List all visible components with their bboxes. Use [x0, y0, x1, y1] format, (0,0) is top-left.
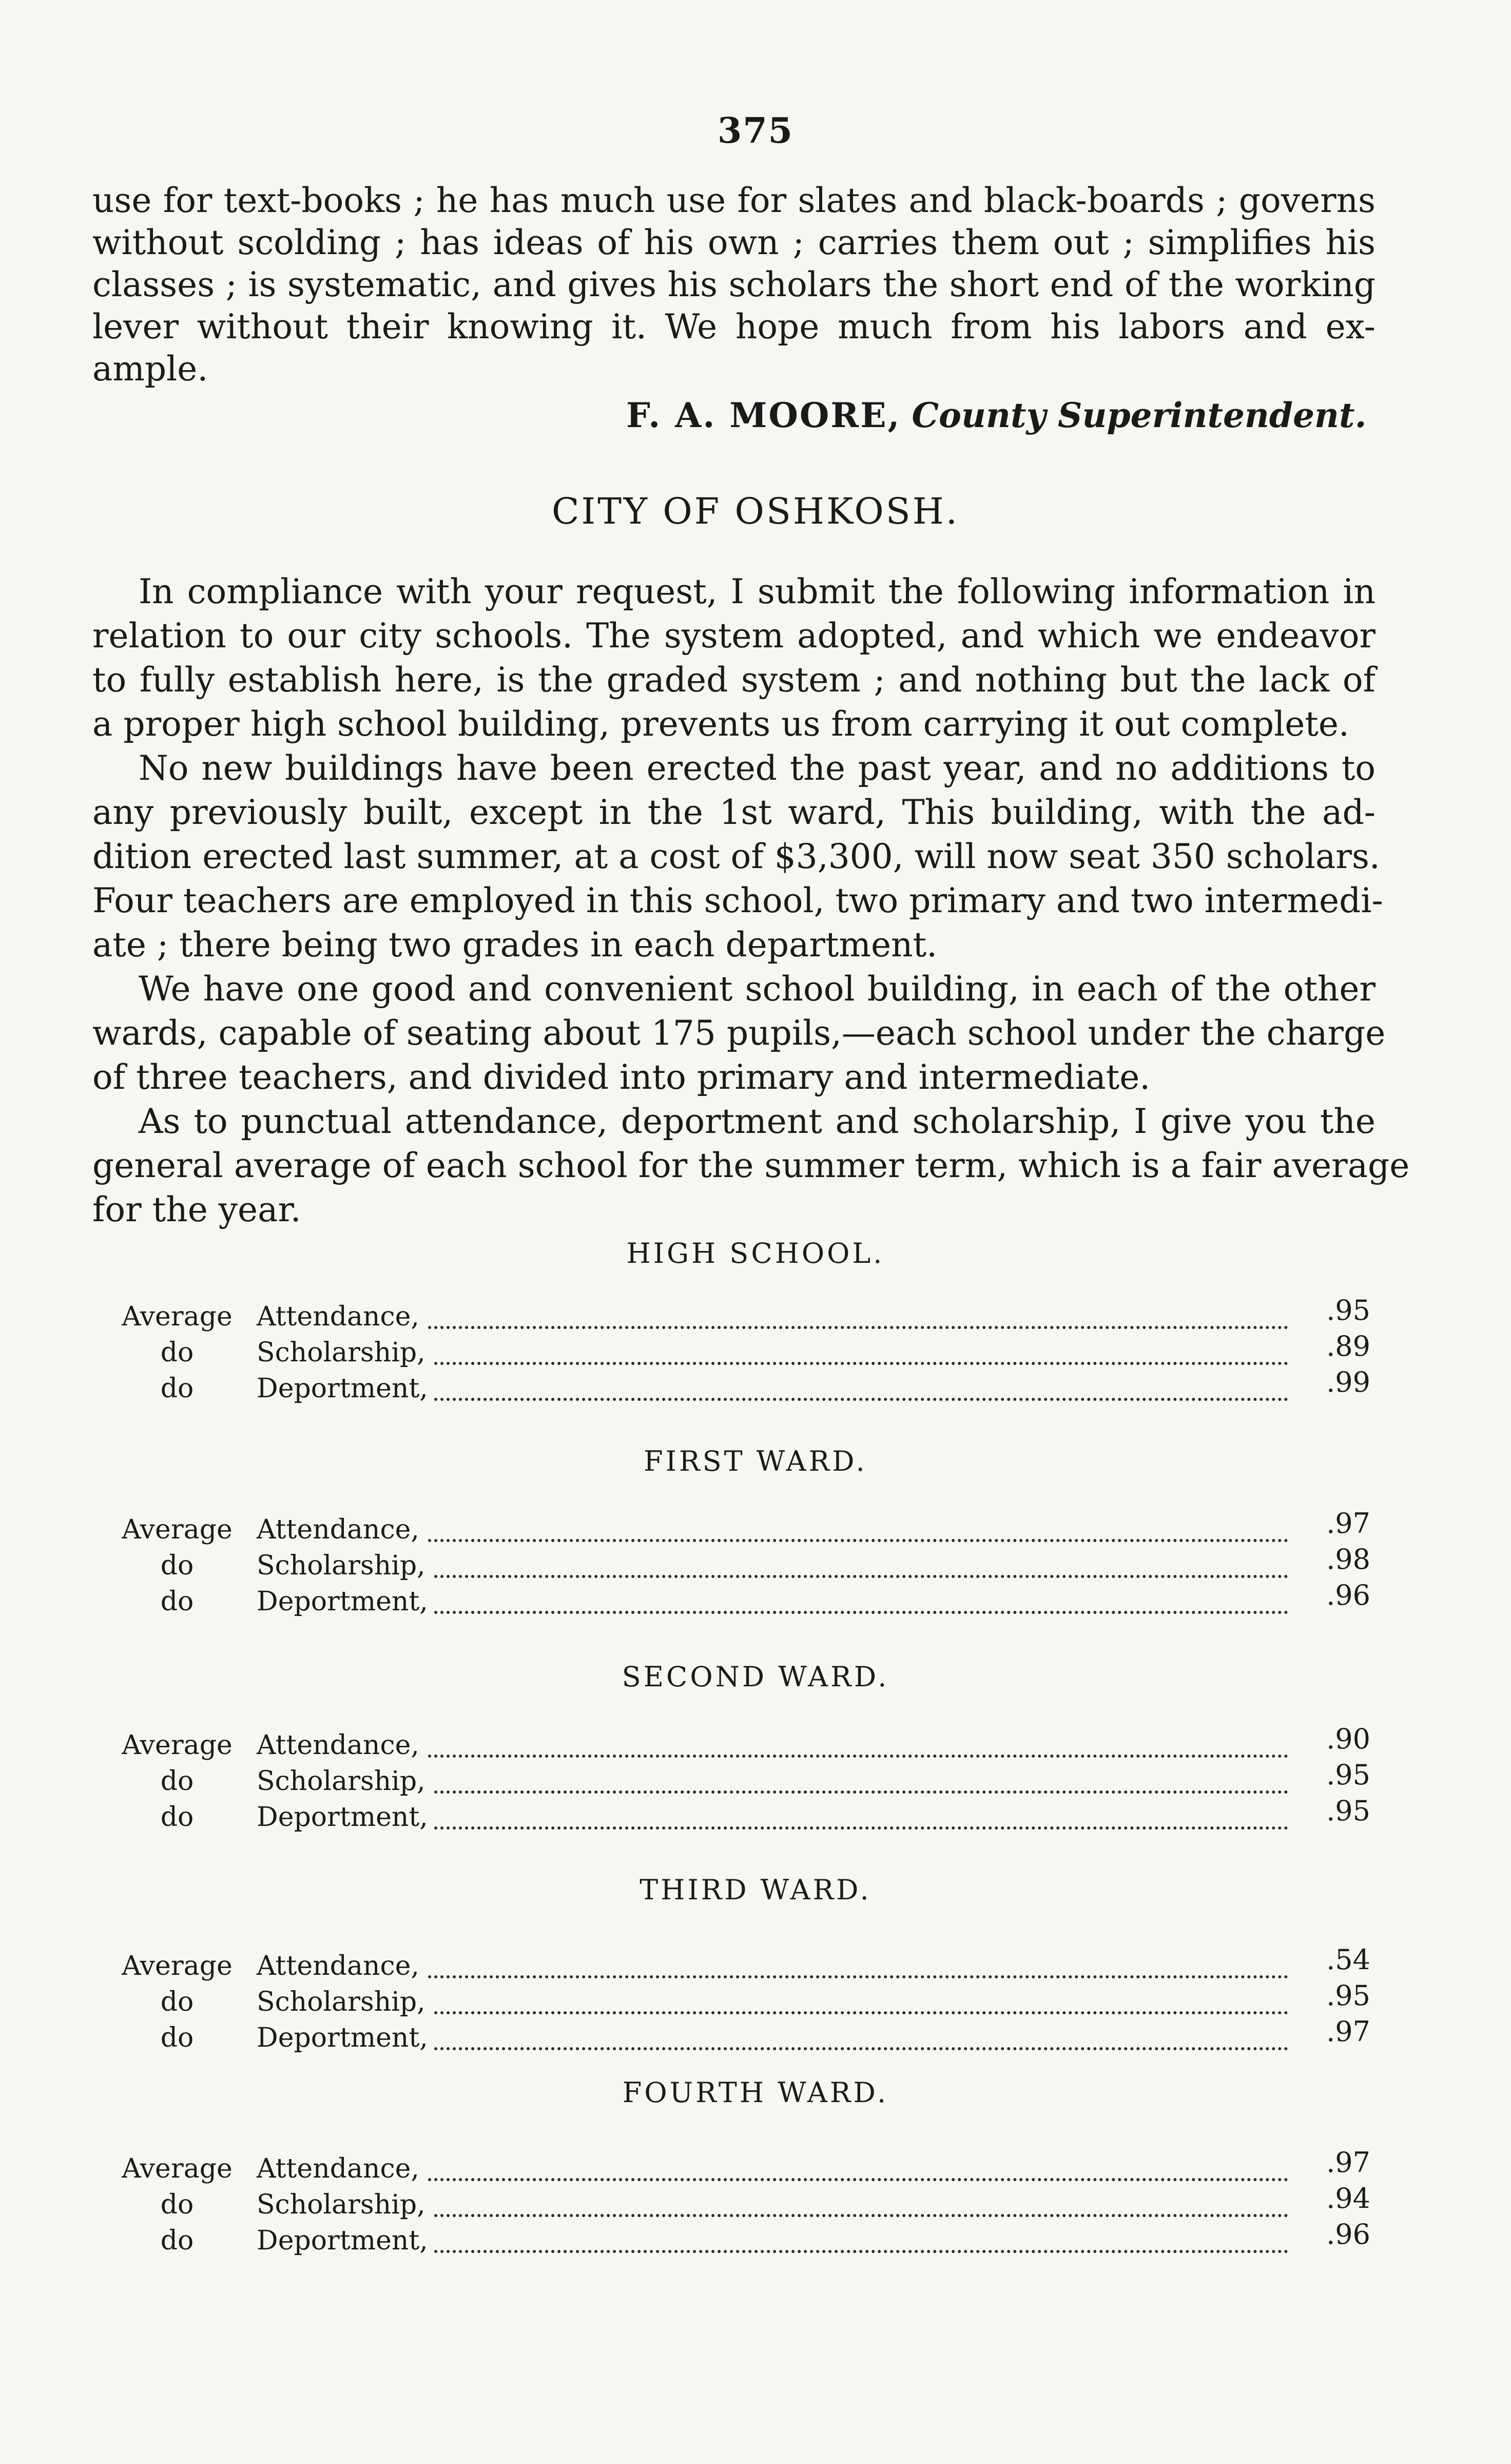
- stat-row: [113, 1507, 1386, 1550]
- stat-row-name: Deportment,: [257, 2023, 434, 2053]
- signature-title: County Superintendent.: [912, 395, 1367, 435]
- body-line: for the year.: [92, 1190, 301, 1229]
- stat-row-value: .97: [1326, 1507, 1370, 1539]
- stat-row-label: do: [160, 1586, 194, 1617]
- stat-row-label: Average: [122, 1514, 233, 1545]
- stat-row-value: .96: [1326, 1579, 1370, 1611]
- stats-table-fourth-ward: [113, 2146, 1386, 2261]
- stat-row-value: .96: [1326, 2218, 1370, 2250]
- stat-row: [113, 2015, 1386, 2058]
- signature-name: F. A. MOORE,: [626, 395, 901, 435]
- stat-row-label: Average: [122, 1951, 233, 1981]
- body-line: general average of each school for the summer term, which is a fair average: [92, 1146, 1410, 1185]
- stats-table-third-ward: [113, 1943, 1386, 2058]
- stat-row-label: do: [160, 2023, 194, 2053]
- stat-row-value: .97: [1326, 2015, 1370, 2048]
- stat-row: [113, 1579, 1386, 1622]
- body-line: Four teachers are employed in this school, two primary and two intermedi-: [92, 881, 1383, 920]
- body-line: wards, capable of seating about 175 pupils,—each school under the charge: [92, 1013, 1386, 1053]
- stat-row-label: do: [160, 1550, 194, 1581]
- stat-row-name: Attendance,: [257, 1730, 425, 1761]
- body-line: relation to our city schools. The system adopted, and which we endeavor: [92, 616, 1376, 656]
- stat-row-value: .95: [1326, 1759, 1370, 1791]
- page-number: 375: [718, 110, 793, 151]
- stat-row: [113, 1330, 1386, 1373]
- stat-row: [113, 1759, 1386, 1802]
- stats-table-second-ward: [113, 1723, 1386, 1838]
- stat-row-label: do: [160, 1987, 194, 2017]
- stat-row-value: .95: [1326, 1979, 1370, 2012]
- stat-row-name: Scholarship,: [257, 1766, 432, 1797]
- intro-line: ample.: [92, 349, 208, 389]
- stat-row: [113, 1979, 1386, 2023]
- stat-row-name: Scholarship,: [257, 1337, 432, 1368]
- body-line: In compliance with your request, I submit the following information in: [139, 572, 1376, 611]
- stat-row-label: Average: [122, 2153, 233, 2184]
- stat-row-value: .99: [1326, 1366, 1370, 1398]
- stat-row-label: do: [160, 1766, 194, 1797]
- section-title: CITY OF OSHKOSH.: [551, 490, 959, 532]
- body-line: a proper high school building, prevents us from carrying it out complete.: [92, 704, 1349, 744]
- stat-row-name: Deportment,: [257, 2225, 434, 2256]
- stat-row: [113, 2218, 1386, 2261]
- intro-line: lever without their knowing it. We hope much from his labors and ex-: [92, 307, 1376, 346]
- stat-row-name: Attendance,: [257, 2153, 425, 2184]
- stat-row-value: .98: [1326, 1543, 1370, 1575]
- stat-row-name: Scholarship,: [257, 1987, 432, 2017]
- stat-row-name: Deportment,: [257, 1586, 434, 1617]
- stat-row: [113, 1943, 1386, 1987]
- stat-row-label: do: [160, 2225, 194, 2256]
- intro-paragraph: [92, 180, 1376, 390]
- ward-heading-high-school: HIGH SCHOOL.: [626, 1237, 885, 1269]
- body-line: ate ; there being two grades in each department.: [92, 925, 938, 965]
- stat-row: [113, 2182, 1386, 2225]
- stat-row-name: Scholarship,: [257, 2189, 432, 2220]
- stats-table-first-ward: [113, 1507, 1386, 1622]
- stat-row: [113, 1543, 1386, 1586]
- stat-row-value: .95: [1326, 1795, 1370, 1827]
- signature: [626, 395, 1367, 435]
- stat-row: [113, 1723, 1386, 1766]
- stat-row: [113, 1366, 1386, 1409]
- body-line: any previously built, except in the 1st ward, This building, with the ad-: [92, 793, 1376, 832]
- stat-row-value: .90: [1326, 1723, 1370, 1755]
- stat-row-name: Deportment,: [257, 1373, 434, 1404]
- intro-line: classes ; is systematic, and gives his scholars the short end of the working: [92, 265, 1376, 304]
- stat-row-name: Attendance,: [257, 1951, 425, 1981]
- intro-line: without scolding ; has ideas of his own ; carries them out ; simplifies his: [92, 223, 1376, 262]
- stat-row-name: Scholarship,: [257, 1550, 432, 1581]
- ward-heading-second-ward: SECOND WARD.: [622, 1661, 889, 1693]
- stat-row-name: Attendance,: [257, 1514, 425, 1545]
- body-line: As to punctual attendance, deportment and scholarship, I give you the: [139, 1102, 1376, 1141]
- stats-table-high-school: [113, 1294, 1386, 1409]
- stat-row: [113, 2146, 1386, 2189]
- body-line: to fully establish here, is the graded system ; and nothing but the lack of: [92, 660, 1376, 700]
- ward-heading-fourth-ward: FOURTH WARD.: [622, 2076, 889, 2109]
- stat-row: [113, 1795, 1386, 1838]
- stat-row-name: Deportment,: [257, 1802, 434, 1833]
- body-line: No new buildings have been erected the past year, and no additions to: [139, 748, 1376, 788]
- stat-row-value: .89: [1326, 1330, 1370, 1362]
- body-line: dition erected last summer, at a cost of $3,300, will now seat 350 scholars.: [92, 837, 1380, 876]
- stat-row-label: Average: [122, 1730, 233, 1761]
- stat-row-label: do: [160, 1337, 194, 1368]
- stat-row-label: do: [160, 1373, 194, 1404]
- body-text: [92, 570, 1410, 1232]
- body-line: of three teachers, and divided into primary and intermediate.: [92, 1057, 1151, 1097]
- stat-row-value: .94: [1326, 2182, 1370, 2215]
- ward-heading-third-ward: THIRD WARD.: [640, 1874, 871, 1906]
- ward-heading-first-ward: FIRST WARD.: [644, 1445, 867, 1477]
- stat-row-name: Attendance,: [257, 1301, 425, 1332]
- stat-row-value: .54: [1326, 1943, 1370, 1976]
- stat-row: [113, 1294, 1386, 1337]
- stat-row-label: Average: [122, 1301, 233, 1332]
- stat-row-value: .95: [1326, 1294, 1370, 1326]
- stat-row-value: .97: [1326, 2146, 1370, 2179]
- intro-line: use for text-books ; he has much use for slates and black-boards ; governs: [92, 181, 1376, 220]
- stat-row-label: do: [160, 2189, 194, 2220]
- body-line: We have one good and convenient school building, in each of the other: [139, 969, 1376, 1009]
- stat-row-label: do: [160, 1802, 194, 1833]
